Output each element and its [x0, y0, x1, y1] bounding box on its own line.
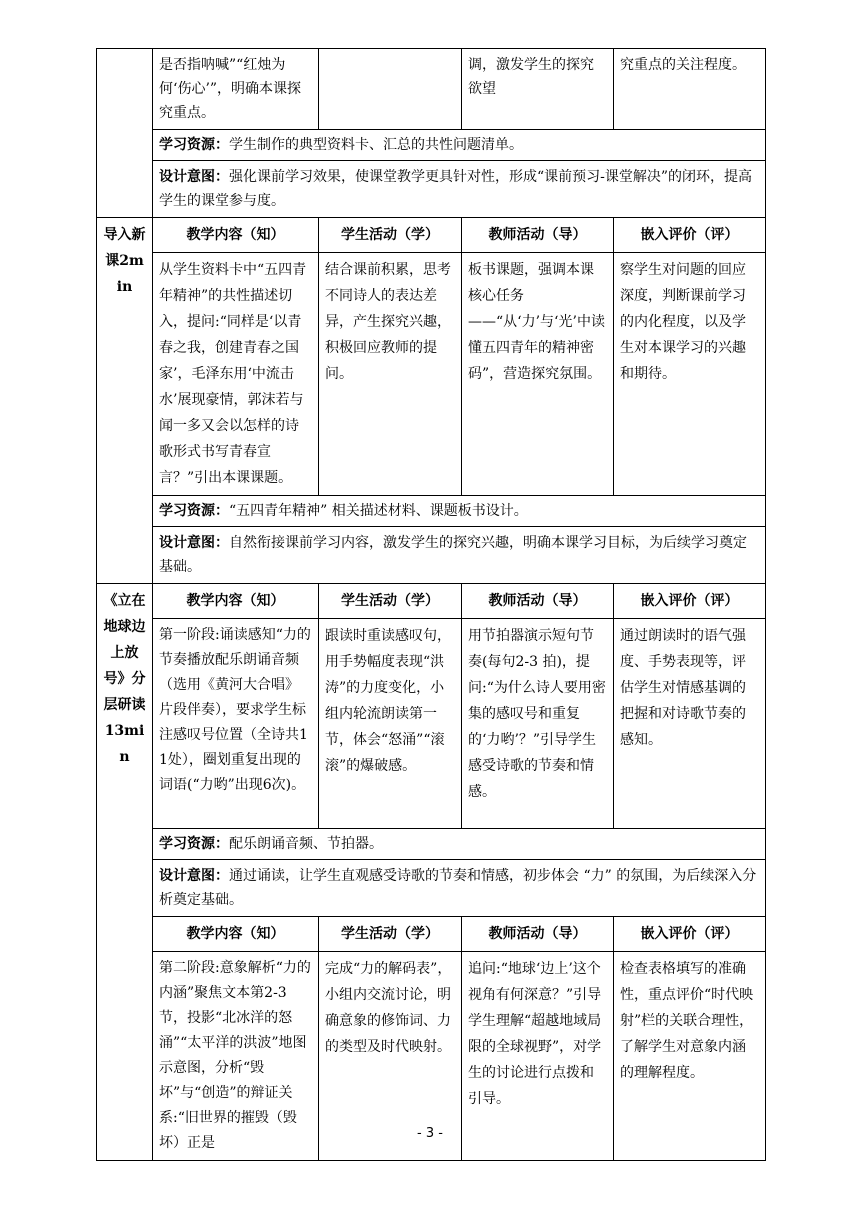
header-row: [97, 584, 766, 619]
header-row: [97, 218, 766, 253]
header-row: [97, 917, 766, 952]
header-teacher: 教师活动（导）: [462, 218, 614, 253]
intent-row: [153, 860, 766, 917]
resources-text: 学生制作的典型资料卡、汇总的共性问题清单。: [229, 137, 523, 153]
table-row: [97, 130, 766, 161]
teacher-activity-cell: 用节拍器演示短句节奏(每句2-3 拍)，提问:“为什么诗人要用密集的感叹号和重复的‘力哟’？”引导学生感受诗歌的节奏和情感。: [462, 619, 614, 829]
evaluation-cell: 察学生对问题的回应深度，判断课前学习的内化程度，以及学生对本课学习的兴趣和期待。: [614, 253, 766, 496]
header-eval: 嵌入评价（评）: [614, 584, 766, 619]
header-student: 学生活动（学）: [319, 218, 462, 253]
lesson-plan-table: [96, 48, 766, 1161]
header-eval: 嵌入评价（评）: [614, 917, 766, 952]
table-row: [97, 829, 766, 860]
student-activity-cell: 结合课前积累，思考不同诗人的表达差异，产生探究兴趣，积极回应教师的提问。: [319, 253, 462, 496]
table-row: [97, 860, 766, 917]
intent-label: 设计意图：: [159, 535, 229, 551]
evaluation-cell: 通过朗读时的语气强度、手势表现等，评估学生对情感基调的把握和对诗歌节奏的感知。: [614, 619, 766, 829]
teacher-activity-cell: 板书课题，强调本课核心任务——“从‘力’与‘光’中读懂五四青年的精神密码”，营造探究氛围。: [462, 253, 614, 496]
table-row: [97, 161, 766, 218]
content-cell: 从学生资料卡中“五四青年精神”的共性描述切入，提问:“同样是‘以青春之我，创建青春之国家’，毛泽东用‘中流击水’展现豪情，郭沫若与闻一多又会以怎样的诗歌形式书写青春宣言？”引出本课课题。: [153, 253, 319, 496]
teacher-activity-cell: 追问:“地球‘边上’这个视角有何深意？”引导学生理解“超越地域局限的全球视野”，对学生的讨论进行点拨和引导。: [462, 952, 614, 1161]
resources-label: 学习资源：: [159, 137, 229, 153]
content-cell: 是否指呐喊”“红烛为何‘伤心’”，明确本课探究重点。: [153, 49, 319, 130]
stage-cell: 《立在地球边上放号》分层研读13min: [97, 584, 153, 1161]
intent-label: 设计意图：: [159, 868, 229, 884]
stage-cell-continued: [97, 49, 153, 218]
header-student: 学生活动（学）: [319, 584, 462, 619]
resources-label: 学习资源：: [159, 503, 229, 519]
page-number: - 3 -: [417, 1126, 443, 1141]
stage-cell: 导入新课2min: [97, 218, 153, 584]
student-activity-cell: [319, 49, 462, 130]
header-content: 教学内容（知）: [153, 584, 319, 619]
header-teacher: 教师活动（导）: [462, 917, 614, 952]
table-row: [97, 527, 766, 584]
evaluation-cell: 检查表格填写的准确性，重点评价“时代映射”栏的关联合理性，了解学生对意象内涵的理解程度。: [614, 952, 766, 1161]
resources-text: 配乐朗诵音频、节拍器。: [229, 836, 383, 852]
table-row: [97, 253, 766, 496]
table-row: [97, 496, 766, 527]
intent-row: [153, 161, 766, 218]
resources-row: [153, 829, 766, 860]
content-cell: 第一阶段:诵读感知“力的节奏播放配乐朗诵音频（选用《黄河大合唱》片段伴奏），要求学生标注感叹号位置（全诗共11处），圈划重复出现的词语(“力哟”出现6次)。: [153, 619, 319, 829]
resources-row: [153, 130, 766, 161]
resources-label: 学习资源：: [159, 836, 229, 852]
table-row: [97, 49, 766, 130]
content-cell: 第二阶段:意象解析“力的内涵”聚焦文本第2-3节，投影“北冰洋的怒涌”“太平洋的洪波”地图示意图，分析“毁坏”与“创造”的辩证关系:“旧世界的摧毁（毁坏）正是: [153, 952, 319, 1161]
header-content: 教学内容（知）: [153, 218, 319, 253]
intent-text: 自然衔接课前学习内容，激发学生的探究兴趣，明确本课学习目标，为后续学习奠定基础。: [159, 535, 747, 575]
student-activity-cell: 跟读时重读感叹句，用手势幅度表现“洪涛”的力度变化，小组内轮流朗读第一节，体会“怒涌”“滚滚”的爆破感。: [319, 619, 462, 829]
student-activity-cell: 完成“力的解码表”，小组内交流讨论，明确意象的修饰词、力的类型及时代映射。: [319, 952, 462, 1161]
header-eval: 嵌入评价（评）: [614, 218, 766, 253]
intent-text: 强化课前学习效果，使课堂教学更具针对性，形成“课前预习-课堂解决”的闭环，提高学生的课堂参与度。: [159, 169, 753, 209]
resources-text: “五四青年精神” 相关描述材料、课题板书设计。: [229, 503, 528, 519]
header-teacher: 教师活动（导）: [462, 584, 614, 619]
header-student: 学生活动（学）: [319, 917, 462, 952]
intent-label: 设计意图：: [159, 169, 229, 185]
header-content: 教学内容（知）: [153, 917, 319, 952]
evaluation-cell: 究重点的关注程度。: [614, 49, 766, 130]
intent-text: 通过诵读，让学生直观感受诗歌的节奏和情感，初步体会 “力” 的氛围，为后续深入分析奠定基础。: [159, 868, 757, 908]
resources-row: [153, 496, 766, 527]
teacher-activity-cell: 调，激发学生的探究欲望: [462, 49, 614, 130]
intent-row: [153, 527, 766, 584]
table-row: [97, 619, 766, 829]
